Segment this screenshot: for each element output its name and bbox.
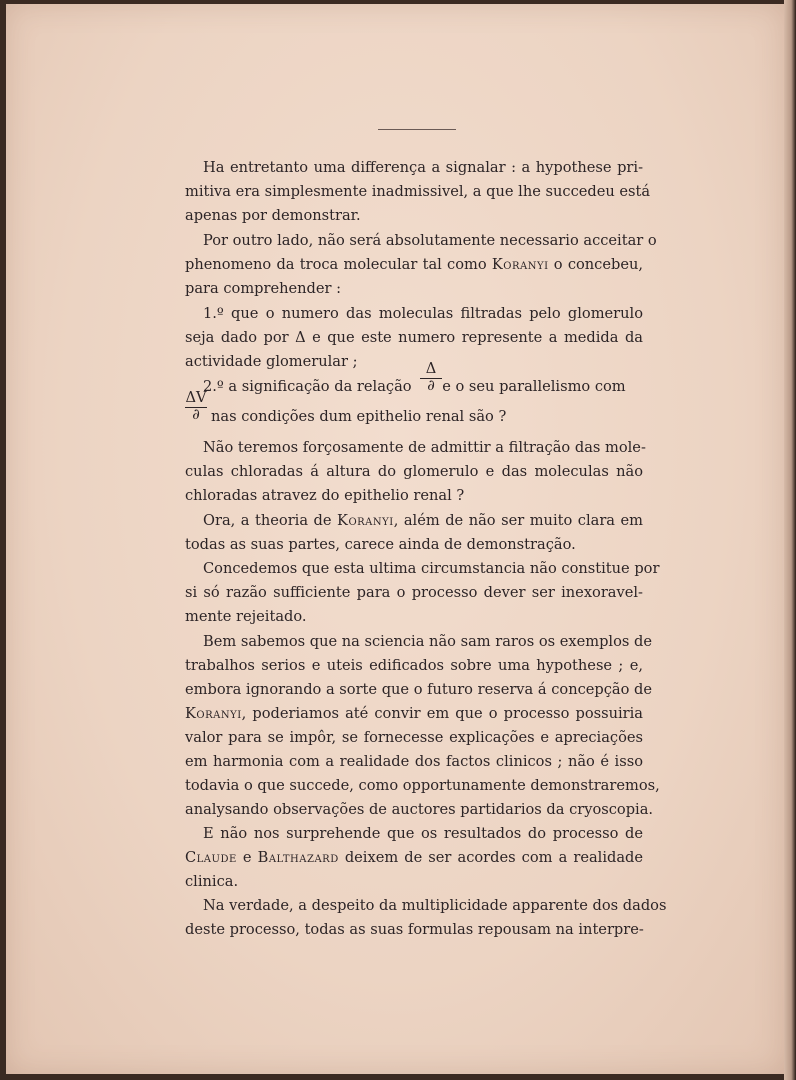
text-segment: Concedemos que esta ultima circumstancia não constitue por (203, 560, 660, 577)
text-line (185, 581, 643, 605)
text-segment: nas condições dum epithelio renal são ? (211, 408, 507, 425)
text-line (185, 870, 796, 894)
text-segment: chloradas atravez do epithelio renal ? (185, 487, 465, 504)
text-segment: Na verdade, a despeito da multiplicidade apparente dos dados (203, 897, 667, 914)
text-line (185, 846, 643, 870)
text-segment: e o seu parallelismo com (442, 378, 626, 395)
text-segment: Não teremos forçosamente de admittir a filtração das mole- (203, 439, 646, 456)
text-segment: em harmonia com a realidade dos factos clinicos ; não é isso (185, 753, 643, 770)
author-name: Koranyi (491, 256, 549, 273)
text-line (185, 702, 643, 726)
text-line (185, 460, 643, 484)
text-line (185, 533, 796, 557)
text-segment: valor para se impôr, se fornecesse explicações e apreciações (185, 729, 643, 746)
text-segment: actividade glomerular ; (185, 353, 358, 370)
text-segment: apenas por demonstrar. (185, 207, 361, 224)
text-segment: mente rejeitado. (185, 608, 307, 625)
text-line (185, 654, 643, 678)
text-segment: Por outro lado, não será absolutamente necessario acceitar o (203, 232, 657, 249)
text-segment: analysando observações de auctores partidarios da cryoscopia. (185, 801, 654, 818)
text-segment: todavia o que succede, como opportunamente demonstraremos, (185, 777, 660, 794)
text-segment: 2.º a significação da relação (203, 378, 412, 395)
text-line (203, 156, 643, 180)
text-segment: , poderiamos até convir em que o processo possuiria (241, 705, 643, 722)
text-line (185, 350, 796, 374)
text-line (203, 509, 643, 533)
text-segment: Ora, a theoria de (203, 512, 332, 529)
author-name: Koranyi (337, 512, 394, 529)
fraction-delta-v-numerator: ΔV (185, 389, 207, 406)
text-line (185, 726, 643, 750)
text-line (185, 678, 653, 702)
text-segment: e (242, 849, 252, 866)
text-segment: Ha entretanto uma differença a signalar : a hypothese pri- (203, 159, 643, 176)
text-segment: culas chloradas á altura do glomerulo e das moleculas não (185, 463, 643, 480)
text-segment: deixem de ser acordes com a realidade (344, 849, 644, 866)
text-segment: , além de não ser muito clara em (393, 512, 643, 529)
text-segment: E não nos surprehende que os resultados do processo de (203, 825, 643, 842)
text-line (203, 894, 667, 918)
text-segment: todas as suas partes, carece ainda de demonstração. (185, 536, 576, 553)
fraction-delta-numerator: Δ (425, 360, 437, 377)
text-line (185, 918, 643, 942)
text-line (203, 229, 657, 253)
text-line (203, 557, 660, 581)
text-segment: phenomeno da troca molecular tal como (185, 256, 487, 273)
author-name: Koranyi (185, 705, 242, 722)
text-line (185, 253, 643, 277)
text-line (203, 375, 796, 399)
text-line (185, 180, 651, 204)
text-line (185, 277, 796, 301)
text-segment: seja dado por Δ e que este numero represente a medida da (185, 329, 643, 346)
text-line (185, 204, 796, 228)
text-segment: Bem sabemos que na sciencia não sam raros os exemplos de (203, 633, 652, 650)
fraction-delta-denominator: ∂ (427, 377, 435, 394)
text-segment: deste processo, todas as suas formulas repousam na interpre- (185, 921, 644, 938)
text-segment: 1.º que o numero das moleculas filtradas pelo glomerulo (203, 305, 643, 322)
text-line (203, 822, 643, 846)
text-line (185, 605, 796, 629)
text-line (185, 405, 796, 429)
text-segment: o concebeu, (553, 256, 644, 273)
text-line (185, 798, 654, 822)
text-line (185, 774, 660, 798)
text-segment: si só razão sufficiente para o processo dever ser inexoravel- (185, 584, 643, 601)
text-line (185, 750, 643, 774)
text-line (203, 436, 646, 460)
header-rule (378, 129, 456, 130)
fraction-delta-v-denominator: ∂ (192, 406, 200, 423)
text-segment: para comprehender : (185, 280, 342, 297)
text-segment: clinica. (185, 873, 239, 890)
author-name: Balthazard (257, 849, 339, 866)
text-segment: embora ignorando a sorte que o futuro reserva á concepção de (185, 681, 653, 698)
text-segment: trabalhos serios e uteis edificados sobre uma hypothese ; e, (185, 657, 643, 674)
text-segment: mitiva era simplesmente inadmissivel, a que lhe succedeu está (185, 183, 651, 200)
text-line (185, 326, 643, 350)
text-line (203, 630, 652, 654)
text-line (185, 484, 796, 508)
author-name: Claude (185, 849, 237, 866)
text-line (203, 302, 643, 326)
